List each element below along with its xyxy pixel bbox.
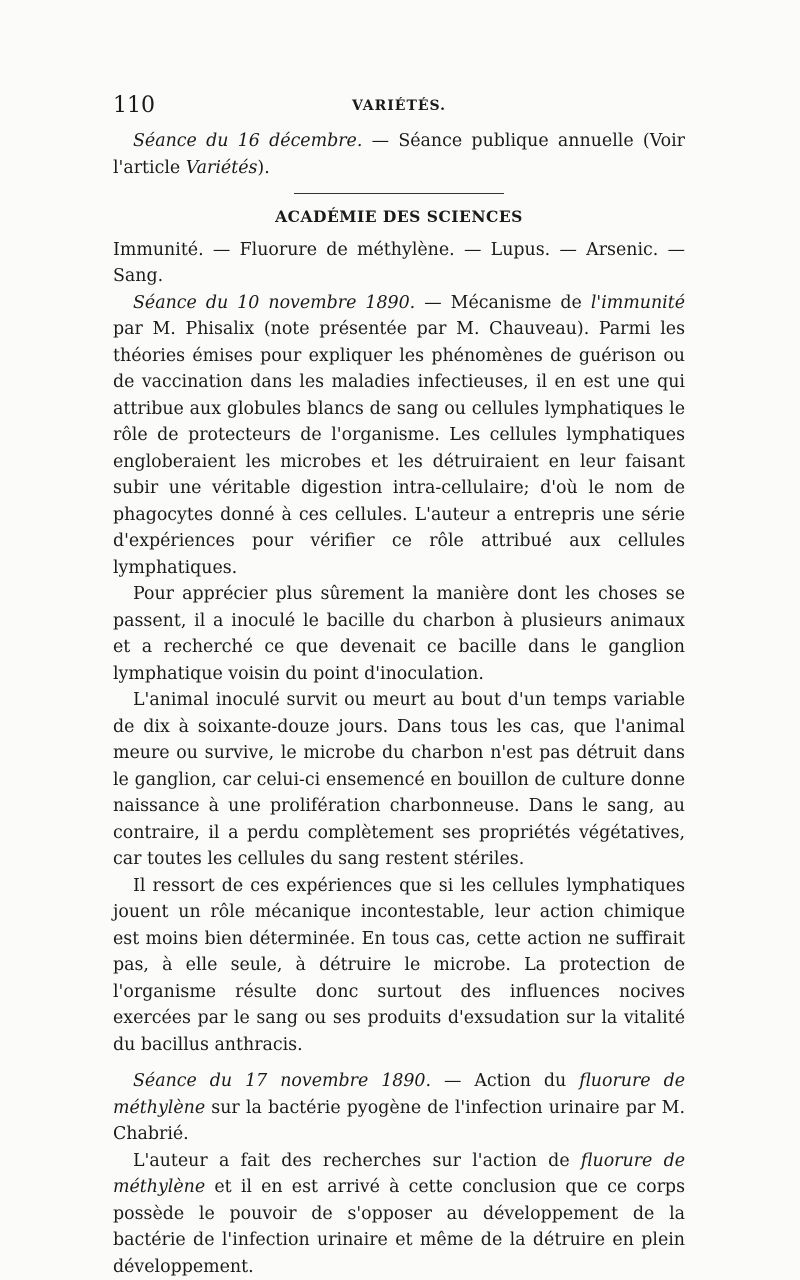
- seance2-text-a: — Action du: [431, 1071, 579, 1091]
- spacer: [113, 1058, 685, 1068]
- paragraph-4: Il ressort de ces expériences que si les cellules lymphatiques jouent un rôle mécanique incontestable, leur action chimique est moins bien déterminée. En tous cas, cette action ne suffirait pas, à elle seule, à détruire le microbe. La protection de l'organisme résulte donc surtout des influences nocives exercées par le sang ou ses produits d'exsudation sur la vitalité du bacillus anthracis.: [113, 873, 685, 1059]
- page-number: 110: [113, 93, 155, 118]
- paragraph-6: [113, 1148, 685, 1280]
- intro-text-a: — Séance publique annuelle (Voir l'article: [113, 131, 685, 178]
- p6-text-a: L'auteur a fait des recherches sur l'action de: [133, 1151, 581, 1171]
- intro-text-b: ).: [257, 158, 269, 178]
- intro-date: Séance du 16 décembre.: [133, 131, 362, 151]
- seance1-paragraph: [113, 290, 685, 582]
- seance2-text-b: sur la bactérie pyogène de l'infection urinaire par M. Chabrié.: [113, 1098, 685, 1145]
- seance1-text-a: — Mécanisme de: [415, 293, 591, 313]
- intro-emph: Variétés: [186, 158, 258, 178]
- p6-emph: fluorure de méthylène: [113, 1151, 685, 1198]
- intro-paragraph: [113, 128, 685, 181]
- seance1-text-b: par M. Phisalix (note présentée par M. Chauveau). Parmi les théories émises pour expliquer les phénomènes de guérison ou de vaccination dans les maladies infectieuses, il en est une qui attribue aux globules blancs de sang ou cellules lymphatiques le rôle de protecteurs de l'organisme. Les cellules lymphatiques engloberaient les microbes et les détruiraient en leur faisant subir une véritable digestion intra-cellulaire; d'où le nom de phagocytes donné à ces cellules. L'auteur a entrepris une série d'expériences pour vérifier ce rôle attribué aux cellules lymphatiques.: [113, 319, 685, 578]
- seance2-emph: fluorure de méthylène: [113, 1071, 685, 1118]
- section-heading: ACADÉMIE DES SCIENCES: [113, 204, 685, 231]
- seance2-paragraph: [113, 1068, 685, 1148]
- seance1-emph: l'immunité: [591, 293, 685, 313]
- paragraph-3: L'animal inoculé survit ou meurt au bout d'un temps variable de dix à soixante-douze jours. Dans tous les cas, que l'animal meure ou survive, le microbe du charbon n'est pas détruit dans le ganglion, car celui-ci ensemencé en bouillon de culture donne naissance à une prolifération charbonneuse. Dans le sang, au contraire, il a perdu complètement ses propriétés végétatives, car toutes les cellules du sang restent stériles.: [113, 687, 685, 873]
- running-title: VARIÉTÉS.: [113, 98, 685, 114]
- section-divider: [294, 193, 504, 194]
- seance2-date: Séance du 17 novembre 1890.: [133, 1071, 431, 1091]
- seance1-date: Séance du 10 novembre 1890.: [133, 293, 415, 313]
- section-keywords: Immunité. — Fluorure de méthylène. — Lupus. — Arsenic. — Sang.: [113, 237, 685, 290]
- p6-text-b: et il en est arrivé à cette conclusion que ce corps possède le pouvoir de s'opposer au développement de la bactérie de l'infection urinaire et même de la détruire en plein développement.: [113, 1177, 685, 1277]
- paragraph-2: Pour apprécier plus sûrement la manière dont les choses se passent, il a inoculé le bacille du charbon à plusieurs animaux et a recherché ce que devenait ce bacille dans le ganglion lymphatique voisin du point d'inoculation.: [113, 581, 685, 687]
- body-text: [113, 128, 685, 1280]
- page-header: [113, 93, 685, 123]
